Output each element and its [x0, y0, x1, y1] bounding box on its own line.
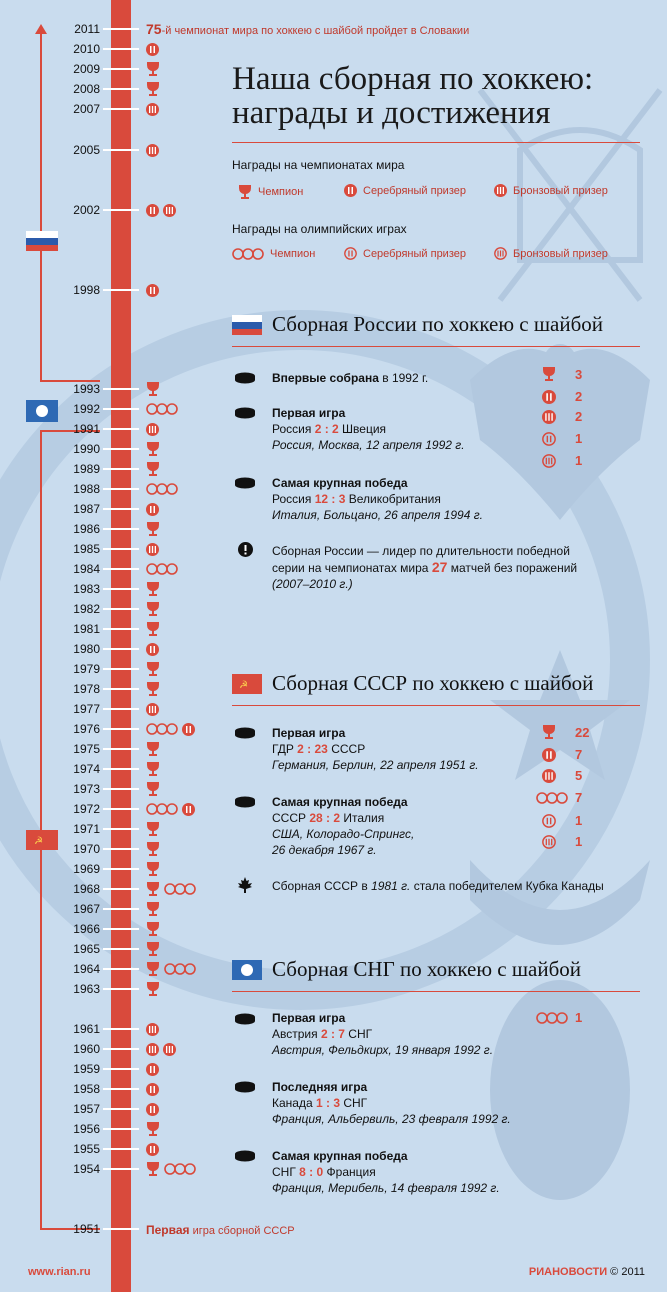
timeline-year: 1980 [73, 642, 100, 656]
russia-section-flag-icon [232, 315, 262, 335]
legend-wc-bronze: Бронзовый призер [494, 184, 608, 197]
bronze-medal-icon [146, 1043, 159, 1056]
silver-medal-icon [146, 1063, 159, 1076]
footer-copyright: РИАНОВОСТИ © 2011 [528, 1266, 645, 1278]
timeline-awards [146, 381, 160, 397]
silver-medal-outline-icon [542, 432, 556, 446]
russia-era-line [40, 34, 42, 382]
silver-medal-icon [344, 184, 357, 197]
ussr-era-line [40, 430, 42, 1228]
coat-of-arms-watermark [470, 344, 650, 520]
timeline-awards [146, 621, 160, 637]
bronze-medal-icon [163, 1043, 176, 1056]
timeline-tick [103, 1168, 139, 1170]
timeline-tick [103, 748, 139, 750]
timeline-awards [146, 101, 159, 117]
maple-leaf-icon [237, 877, 253, 893]
olympic-rings-icon [146, 562, 178, 576]
puck-icon [234, 1081, 256, 1093]
timeline-year: 1963 [73, 982, 100, 996]
silver-medal-icon [146, 1083, 159, 1096]
timeline-awards [146, 761, 160, 777]
russia-count-wc-gold: 3 [575, 367, 583, 382]
ussr-count-oly-gold: 7 [575, 790, 583, 805]
ussr-count-wc-gold: 22 [575, 725, 590, 740]
timeline-year: 1978 [73, 682, 100, 696]
timeline-tick [103, 968, 139, 970]
timeline-awards [146, 282, 159, 298]
timeline-awards [146, 81, 160, 97]
cup-icon [146, 81, 160, 97]
ussr-count-wc-silver: 7 [575, 747, 583, 762]
olympic-rings-icon [536, 1011, 568, 1025]
cup-icon [146, 681, 160, 697]
olympic-rings-icon [146, 722, 178, 736]
puck-icon [234, 796, 256, 808]
timeline-year: 1993 [73, 382, 100, 396]
timeline-year: 1998 [73, 283, 100, 297]
russia-count-oly-silver: 1 [575, 431, 583, 446]
timeline-tick [103, 848, 139, 850]
timeline-year: 1981 [73, 622, 100, 636]
arrow-up-icon [35, 24, 47, 36]
timeline-year: 1974 [73, 762, 100, 776]
cup-icon [146, 521, 160, 537]
timeline-tick [103, 728, 139, 730]
cup-icon [146, 1161, 160, 1177]
timeline-tick [103, 688, 139, 690]
silver-medal-icon [146, 1143, 159, 1156]
timeline-year: 1957 [73, 1102, 100, 1116]
timeline-tick [103, 588, 139, 590]
timeline-awards [146, 801, 195, 817]
timeline-tick [103, 108, 139, 110]
russia-count-wc-silver: 2 [575, 389, 583, 404]
timeline-awards [146, 661, 160, 677]
silver-medal-icon [146, 284, 159, 297]
cis-section-flag-icon [232, 960, 262, 980]
timeline-year: 1982 [73, 602, 100, 616]
bronze-medal-icon [146, 543, 159, 556]
bronze-medal-icon [146, 1023, 159, 1036]
timeline-awards [146, 61, 160, 77]
bottom-note: Первая игра сборной СССР [146, 1223, 295, 1237]
ussr-count-wc-bronze: 5 [575, 768, 583, 783]
cup-icon [146, 441, 160, 457]
silver-medal-outline-icon [542, 814, 556, 828]
bronze-medal-icon [146, 703, 159, 716]
timeline-year: 1956 [73, 1122, 100, 1136]
legend-wc-champion: Чемпион [238, 184, 303, 200]
timeline-tick [103, 88, 139, 90]
russia-count-wc-bronze: 2 [575, 409, 583, 424]
timeline-year: 1955 [73, 1142, 100, 1156]
timeline-tick [103, 68, 139, 70]
timeline-tick [103, 988, 139, 990]
footer-url[interactable]: www.rian.ru [28, 1266, 91, 1278]
bronze-medal-icon [163, 204, 176, 217]
bronze-medal-outline-icon [542, 835, 556, 849]
timeline-year: 2009 [73, 62, 100, 76]
timeline-tick [103, 928, 139, 930]
silver-medal-icon [146, 204, 159, 217]
timeline-year: 1991 [73, 422, 100, 436]
timeline-awards [146, 941, 160, 957]
timeline-tick [103, 1228, 139, 1230]
silver-medal-icon [182, 803, 195, 816]
timeline-tick [103, 828, 139, 830]
timeline-tick [103, 468, 139, 470]
timeline-year: 1972 [73, 802, 100, 816]
timeline-awards [146, 1101, 159, 1117]
olympic-rings-icon [232, 247, 264, 261]
timeline-tick [103, 1068, 139, 1070]
olympic-rings-icon [536, 791, 568, 805]
timeline-tick [103, 668, 139, 670]
timeline-awards [146, 781, 160, 797]
timeline-awards [146, 561, 178, 577]
ussr-flag-icon [26, 830, 58, 850]
timeline-tick [103, 48, 139, 50]
bronze-medal-icon [542, 769, 556, 783]
timeline-tick [103, 888, 139, 890]
page-title: Наша сборная по хоккею: награды и достижения [232, 61, 594, 131]
exclamation-icon [238, 542, 253, 557]
timeline-tick [103, 1128, 139, 1130]
timeline-tick [103, 289, 139, 291]
silver-medal-icon [146, 43, 159, 56]
timeline-awards [146, 641, 159, 657]
russia-fact-first-game: Первая игра Россия 2 : 2 Швеция Россия, Москва, 12 апреля 1992 г. [272, 406, 465, 452]
timeline-year: 1984 [73, 562, 100, 576]
legend-wc-title: Награды на чемпионатах мира [232, 158, 405, 172]
cup-icon [146, 821, 160, 837]
puck-icon [234, 1013, 256, 1025]
legend-oly-champion: Чемпион [232, 247, 315, 261]
timeline-awards [146, 441, 160, 457]
puck-icon [234, 477, 256, 489]
timeline-tick [103, 1048, 139, 1050]
timeline-tick [103, 908, 139, 910]
timeline-awards [146, 901, 160, 917]
svg-text:☭: ☭ [239, 680, 248, 691]
timeline-tick [103, 1028, 139, 1030]
silver-medal-outline-icon [344, 247, 357, 260]
silver-medal-icon [542, 748, 556, 762]
timeline-awards [146, 541, 159, 557]
timeline-tick [103, 788, 139, 790]
cis-section-rule [232, 991, 640, 992]
legend-oly-title: Награды на олимпийских играх [232, 222, 407, 236]
timeline-year: 1970 [73, 842, 100, 856]
timeline-awards [146, 841, 160, 857]
timeline-tick [103, 28, 139, 30]
bronze-medal-icon [146, 423, 159, 436]
bronze-medal-icon [146, 103, 159, 116]
svg-text:☭: ☭ [34, 836, 43, 847]
russia-section-rule [232, 346, 640, 347]
bronze-medal-icon [146, 144, 159, 157]
russia-fact-streak: Сборная России — лидер по длительности победной серии на чемпионатах мира 27 матчей без поражений (2007–2010 г.) [272, 544, 578, 591]
cup-icon [146, 841, 160, 857]
russia-count-oly-bronze: 1 [575, 453, 583, 468]
timeline-awards [146, 1081, 159, 1097]
timeline-awards [146, 41, 159, 57]
cis-fact-last-game: Последняя игра Канада 1 : 3 СНГ Франция, Альбервиль, 23 февраля 1992 г. [272, 1080, 511, 1126]
timeline-tick [103, 408, 139, 410]
timeline-year: 2002 [73, 203, 100, 217]
timeline-year: 1951 [73, 1222, 100, 1236]
timeline-year: 1987 [73, 502, 100, 516]
legend-oly-bronze: Бронзовый призер [494, 247, 608, 260]
cup-icon [146, 901, 160, 917]
timeline-awards [146, 981, 160, 997]
timeline-awards [146, 1041, 176, 1057]
cis-section-title: Сборная СНГ по хоккею с шайбой [272, 957, 582, 981]
russia-flag-icon [26, 231, 58, 251]
timeline-year: 2007 [73, 102, 100, 116]
timeline-awards [146, 142, 159, 158]
timeline-tick [103, 488, 139, 490]
legend-oly-silver: Серебряный призер [344, 247, 466, 260]
silver-medal-icon [146, 643, 159, 656]
timeline-tick [103, 948, 139, 950]
ussr-count-oly-bronze: 1 [575, 834, 583, 849]
timeline-tick [103, 448, 139, 450]
timeline-awards [146, 421, 159, 437]
cup-icon [146, 741, 160, 757]
timeline-year: 1954 [73, 1162, 100, 1176]
timeline-tick [103, 868, 139, 870]
timeline-awards [146, 521, 160, 537]
timeline-year: 1988 [73, 482, 100, 496]
timeline-year: 1960 [73, 1042, 100, 1056]
ussr-section-flag-icon [232, 674, 262, 694]
timeline-year: 1983 [73, 582, 100, 596]
timeline-tick [103, 548, 139, 550]
timeline-awards [146, 681, 160, 697]
timeline-year: 1992 [73, 402, 100, 416]
timeline-year: 1990 [73, 442, 100, 456]
timeline-year: 1977 [73, 702, 100, 716]
ussr-count-oly-silver: 1 [575, 813, 583, 828]
cis-count-oly-gold: 1 [575, 1010, 583, 1025]
timeline-awards [146, 1021, 159, 1037]
timeline-awards [146, 1141, 159, 1157]
timeline-awards [146, 401, 178, 417]
timeline-year: 1967 [73, 902, 100, 916]
silver-medal-icon [146, 503, 159, 516]
timeline-tick [103, 388, 139, 390]
timeline-year: 1973 [73, 782, 100, 796]
cup-icon [146, 981, 160, 997]
cup-icon [146, 621, 160, 637]
cup-icon [146, 61, 160, 77]
timeline-year: 1979 [73, 662, 100, 676]
timeline-year: 2005 [73, 143, 100, 157]
timeline-year: 2010 [73, 42, 100, 56]
olympic-rings-icon [164, 1162, 196, 1176]
title-rule [232, 142, 640, 143]
silver-medal-icon [542, 390, 556, 404]
silver-medal-icon [146, 1103, 159, 1116]
timeline-tick [103, 508, 139, 510]
olympic-rings-icon [146, 802, 178, 816]
bronze-medal-icon [542, 410, 556, 424]
timeline-year: 1961 [73, 1022, 100, 1036]
cup-icon [146, 661, 160, 677]
olympic-rings-icon [164, 962, 196, 976]
russia-section-title: Сборная России по хоккею с шайбой [272, 312, 604, 336]
timeline-year: 1964 [73, 962, 100, 976]
timeline-tick [103, 1148, 139, 1150]
timeline-awards [146, 202, 176, 218]
puck-icon [234, 727, 256, 739]
legend-wc-silver: Серебряный призер [344, 184, 466, 197]
timeline-year: 1959 [73, 1062, 100, 1076]
russia-fact-founded: Впервые собрана в 1992 г. [272, 371, 429, 385]
timeline-awards [146, 501, 159, 517]
timeline-tick [103, 708, 139, 710]
timeline-tick [103, 608, 139, 610]
timeline-year: 2008 [73, 82, 100, 96]
timeline-awards [146, 921, 160, 937]
timeline-year: 1989 [73, 462, 100, 476]
timeline-year: 2011 [74, 22, 100, 36]
puck-icon [234, 1150, 256, 1162]
timeline-year: 1986 [73, 522, 100, 536]
cup-icon [238, 184, 252, 200]
cup-icon [146, 1121, 160, 1137]
cup-icon [146, 761, 160, 777]
cup-icon [146, 881, 160, 897]
bronze-medal-icon [494, 184, 507, 197]
cis-flag-icon [26, 400, 58, 422]
olympic-rings-icon [164, 882, 196, 896]
cis-fact-first-game: Первая игра Австрия 2 : 7 СНГ Австрия, Фельдкирх, 19 января 1992 г. [272, 1011, 494, 1057]
olympic-rings-icon [146, 402, 178, 416]
timeline-awards [146, 481, 178, 497]
bronze-medal-outline-icon [494, 247, 507, 260]
timeline-tick [103, 149, 139, 151]
timeline-awards [146, 601, 160, 617]
cup-icon [146, 581, 160, 597]
timeline-tick [103, 428, 139, 430]
timeline-tick [103, 528, 139, 530]
top-note: 75-й чемпионат мира по хоккею с шайбой пройдет в Словакии [146, 21, 470, 37]
timeline-tick [103, 808, 139, 810]
cup-icon [542, 724, 556, 740]
timeline-awards [146, 821, 160, 837]
timeline-tick [103, 1088, 139, 1090]
cup-icon [146, 861, 160, 877]
timeline-year: 1976 [73, 722, 100, 736]
timeline-year: 1985 [73, 542, 100, 556]
cis-fact-biggest-win: Самая крупная победа СНГ 8 : 0 Франция Франция, Мерибель, 14 февраля 1992 г. [272, 1149, 500, 1195]
puck-icon [234, 372, 256, 384]
timeline-tick [103, 628, 139, 630]
timeline-year: 1968 [73, 882, 100, 896]
timeline-tick [103, 648, 139, 650]
timeline-awards [146, 721, 195, 737]
timeline-awards [146, 701, 159, 717]
bronze-medal-outline-icon [542, 454, 556, 468]
cup-icon [146, 381, 160, 397]
ussr-section-title: Сборная СССР по хоккею с шайбой [272, 671, 594, 695]
timeline-tick [103, 1108, 139, 1110]
russia-fact-biggest-win: Самая крупная победа Россия 12 : 3 Великобритания Италия, Больцано, 26 апреля 1994 г. [272, 476, 483, 522]
ussr-section-rule [232, 705, 640, 706]
timeline-awards [146, 461, 160, 477]
cup-icon [146, 601, 160, 617]
timeline-year: 1969 [73, 862, 100, 876]
cup-icon [542, 366, 556, 382]
timeline-bar [111, 0, 131, 1292]
cup-icon [146, 781, 160, 797]
ussr-fact-biggest-win: Самая крупная победа СССР 28 : 2 Италия США, Колорадо-Спрингс, 26 декабря 1967 г. [272, 795, 415, 857]
timeline-awards [146, 1161, 196, 1177]
ussr-fact-first-game: Первая игра ГДР 2 : 23 СССР Германия, Берлин, 22 апреля 1951 г. [272, 726, 479, 772]
cup-icon [146, 921, 160, 937]
timeline-awards [146, 1061, 159, 1077]
timeline-tick [103, 568, 139, 570]
timeline-awards [146, 741, 160, 757]
olympic-rings-icon [146, 482, 178, 496]
cup-icon [146, 941, 160, 957]
timeline-awards [146, 961, 196, 977]
timeline-awards [146, 581, 160, 597]
timeline-awards [146, 1121, 160, 1137]
timeline-year: 1958 [73, 1082, 100, 1096]
timeline-year: 1965 [73, 942, 100, 956]
timeline-awards [146, 881, 196, 897]
timeline-year: 1975 [73, 742, 100, 756]
puck-icon [234, 407, 256, 419]
cup-icon [146, 961, 160, 977]
timeline-year: 1966 [73, 922, 100, 936]
ussr-fact-canada-cup: Сборная СССР в 1981 г. стала победителем Кубка Канады [272, 879, 604, 893]
silver-medal-icon [182, 723, 195, 736]
timeline-awards [146, 861, 160, 877]
timeline-tick [103, 768, 139, 770]
timeline-tick [103, 209, 139, 211]
timeline-year: 1971 [73, 822, 100, 836]
cup-icon [146, 461, 160, 477]
